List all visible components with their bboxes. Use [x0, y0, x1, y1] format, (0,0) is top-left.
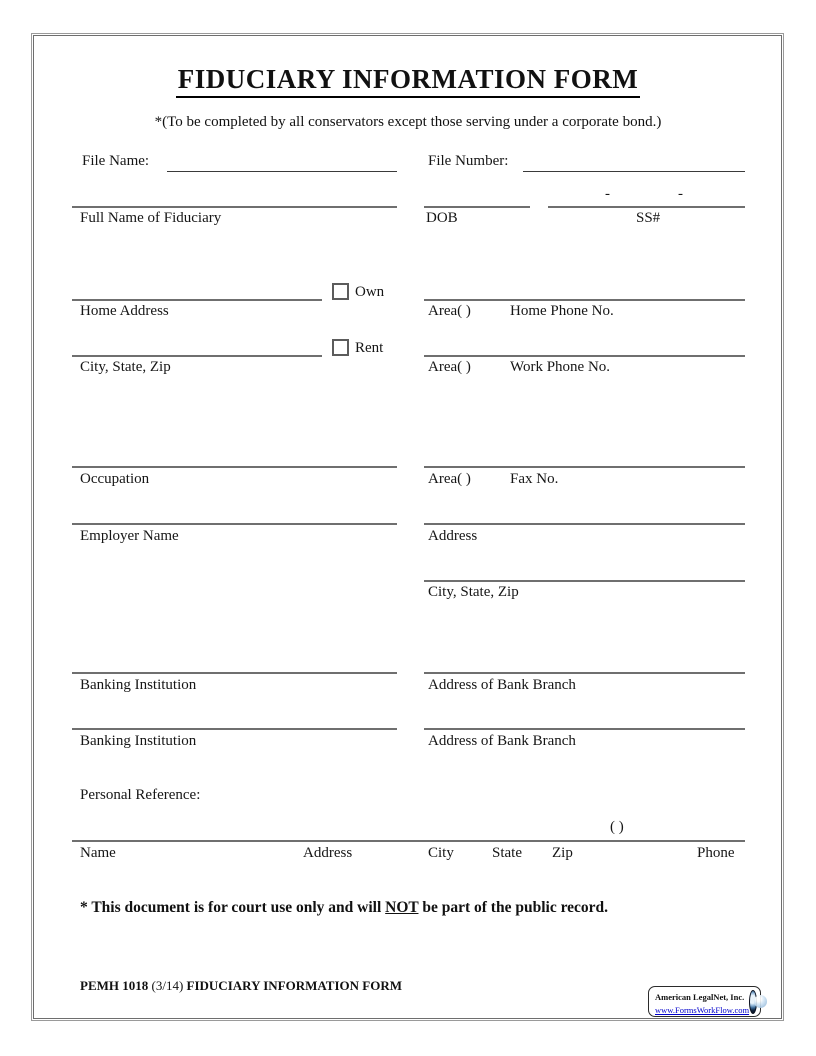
- reference-col-state: State: [492, 845, 522, 861]
- work-phone-line[interactable]: [424, 355, 745, 357]
- occupation-label: Occupation: [80, 471, 150, 487]
- work-phone-area-label: Area( ): [428, 359, 471, 375]
- employer-city-state-zip-label: City, State, Zip: [428, 584, 519, 600]
- reference-col-city: City: [428, 845, 454, 861]
- employer-name-line[interactable]: [72, 523, 397, 525]
- employer-address-label: Address: [428, 528, 478, 544]
- rent-checkbox-label: Rent: [355, 340, 384, 356]
- vendor-logo-text: [655, 987, 749, 1015]
- fax-label: Fax No.: [510, 471, 559, 487]
- reference-col-address: Address: [303, 845, 353, 861]
- banking-institution-label-2: Banking Institution: [80, 733, 197, 749]
- vendor-logo-box: [648, 986, 761, 1017]
- occupation-line[interactable]: [72, 466, 397, 468]
- fiduciary-name-line[interactable]: [72, 206, 397, 208]
- vendor-website-link[interactable]: www.FormsWorkFlow.com: [655, 1004, 750, 1015]
- reference-col-zip: Zip: [552, 845, 573, 861]
- employer-city-state-zip-line[interactable]: [424, 580, 745, 582]
- footer-form-title: FIDUCIARY INFORMATION FORM: [186, 978, 403, 993]
- footer-form-id: [80, 978, 402, 994]
- reference-phone-area: ( ): [610, 819, 624, 835]
- home-address-line[interactable]: [72, 299, 322, 301]
- page-border: [31, 33, 784, 1021]
- rent-checkbox[interactable]: [332, 339, 349, 356]
- vendor-globe-icon: [749, 990, 757, 1014]
- ssn-separator-1: -: [605, 186, 610, 202]
- footer-form-code: PEMH 1018: [80, 978, 149, 993]
- home-phone-area-label: Area( ): [428, 303, 471, 319]
- personal-reference-label: Personal Reference:: [80, 787, 201, 803]
- own-checkbox-label: Own: [355, 284, 385, 300]
- file-name-label: File Name:: [82, 153, 150, 169]
- home-phone-line[interactable]: [424, 299, 745, 301]
- fax-line[interactable]: [424, 466, 745, 468]
- fax-area-label: Area( ): [428, 471, 471, 487]
- bank-branch-address-line-1[interactable]: [424, 672, 745, 674]
- personal-reference-line[interactable]: [72, 840, 745, 842]
- work-phone-label: Work Phone No.: [510, 359, 611, 375]
- ssn-separator-2: -: [678, 186, 683, 202]
- banking-institution-line-1[interactable]: [72, 672, 397, 674]
- page-subtitle: *(To be completed by all conservators except those serving under a corporate bond.): [154, 114, 662, 130]
- city-state-zip-label: City, State, Zip: [80, 359, 171, 375]
- file-number-line[interactable]: [523, 171, 745, 172]
- city-state-zip-line[interactable]: [72, 355, 322, 357]
- bank-branch-address-label-1: Address of Bank Branch: [428, 677, 576, 693]
- own-checkbox[interactable]: [332, 283, 349, 300]
- fiduciary-name-label: Full Name of Fiduciary: [80, 210, 222, 226]
- home-address-label: Home Address: [80, 303, 169, 319]
- vendor-company-name: American LegalNet, Inc.: [655, 992, 745, 1003]
- employer-name-label: Employer Name: [80, 528, 179, 544]
- court-use-note-suffix: be part of the public record.: [418, 899, 609, 916]
- court-use-note-prefix: * This document is for court use only and will: [80, 899, 386, 916]
- page-title: FIDUCIARY INFORMATION FORM: [0, 64, 816, 98]
- ssn-line[interactable]: [548, 206, 745, 208]
- banking-institution-line-2[interactable]: [72, 728, 397, 730]
- file-name-line[interactable]: [167, 171, 397, 172]
- bank-branch-address-line-2[interactable]: [424, 728, 745, 730]
- dob-line[interactable]: [424, 206, 530, 208]
- dob-label: DOB: [426, 210, 458, 226]
- footer-revision: (3/14): [151, 978, 184, 993]
- reference-col-name: Name: [80, 845, 116, 861]
- employer-address-line[interactable]: [424, 523, 745, 525]
- ssn-label: SS#: [636, 210, 661, 226]
- home-phone-label: Home Phone No.: [510, 303, 614, 319]
- reference-col-phone: Phone: [697, 845, 735, 861]
- court-use-note-emphasis: NOT: [385, 899, 419, 916]
- banking-institution-label-1: Banking Institution: [80, 677, 197, 693]
- bank-branch-address-label-2: Address of Bank Branch: [428, 733, 576, 749]
- court-use-note: [80, 899, 608, 917]
- file-number-label: File Number:: [428, 153, 509, 169]
